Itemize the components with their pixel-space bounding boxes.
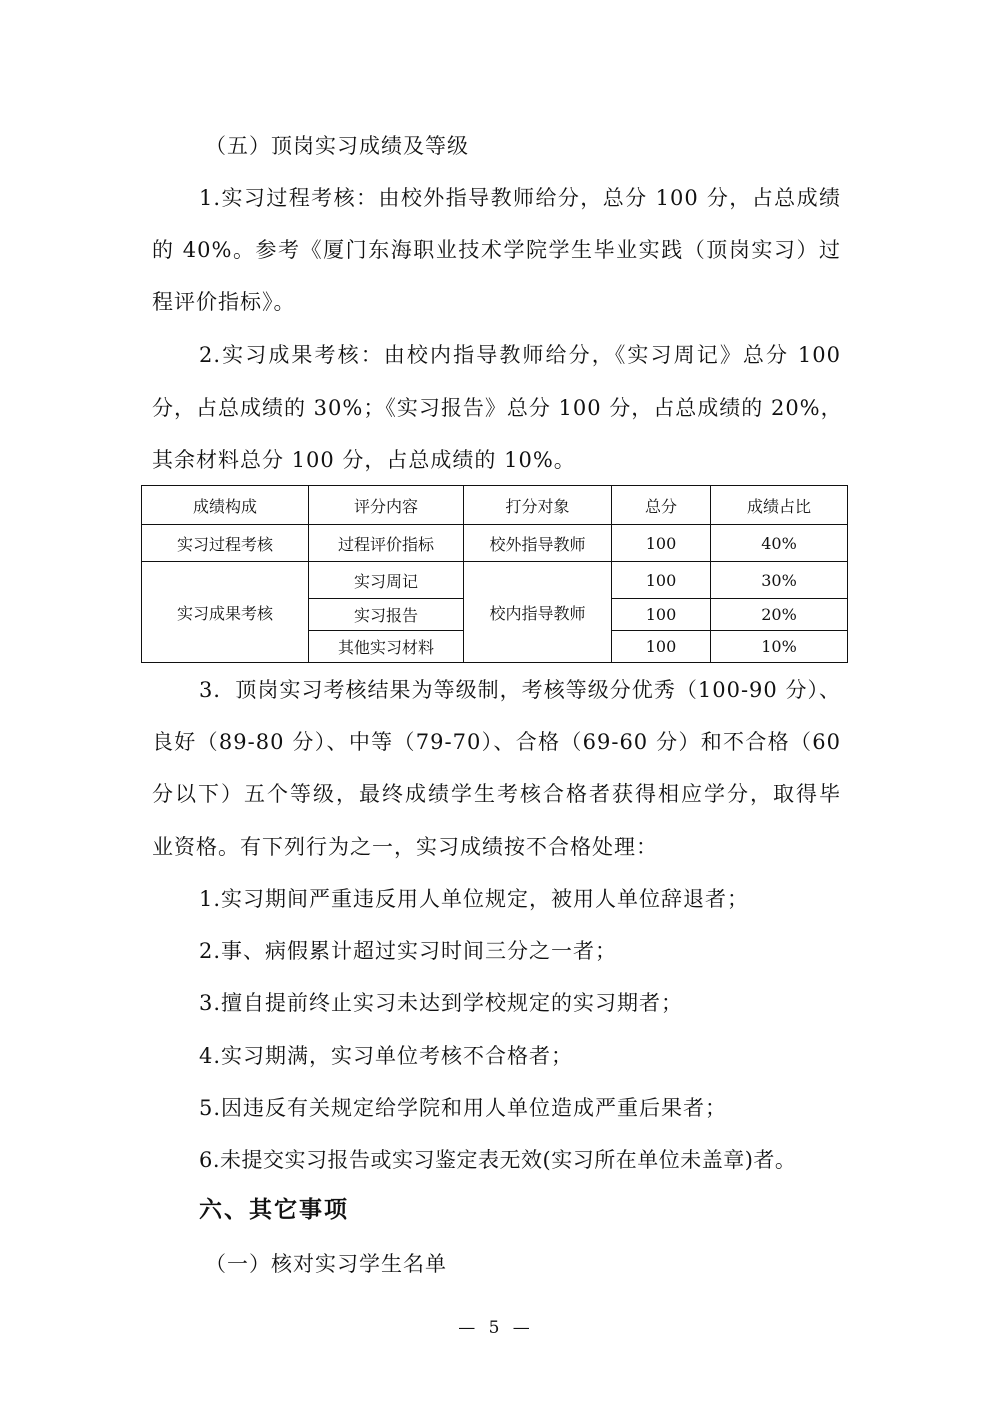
table-cell: 20%	[711, 599, 848, 631]
table-cell: 校内指导教师	[464, 562, 612, 663]
subsection-title: （一）核对实习学生名单	[205, 1252, 447, 1276]
table-header: 成绩构成	[142, 486, 309, 525]
para3-line3: 分以下）五个等级，最终成绩学生考核合格者获得相应学分，取得毕	[152, 782, 841, 806]
para2-line2: 分，占总成绩的 30%；《实习报告》总分 100 分，占总成绩的 20%，	[152, 396, 843, 420]
fail-item: 4.实习期满，实习单位考核不合格者；	[199, 1044, 574, 1068]
fail-item: 2.事、病假累计超过实习时间三分之一者；	[199, 939, 618, 963]
table-row	[142, 562, 848, 599]
para1-line1: 1.实习过程考核：由校外指导教师给分，总分 100 分，占总成绩	[199, 186, 841, 210]
page-number: — 5 —	[458, 1318, 534, 1338]
section-heading: 六、其它事项	[199, 1197, 349, 1223]
table-cell: 实习过程考核	[142, 525, 309, 562]
table-cell: 100	[612, 631, 711, 663]
para1-line3: 程评价指标》。	[152, 290, 296, 314]
fail-item: 1.实习期间严重违反用人单位规定，被用人单位辞退者；	[199, 887, 750, 911]
para2-line3: 其余材料总分 100 分，占总成绩的 10%。	[152, 448, 576, 472]
para1-line2: 的 40%。参考《厦门东海职业技术学院学生毕业实践（顶岗实习）过	[152, 238, 841, 262]
table-cell: 100	[612, 562, 711, 599]
table-header-row	[142, 486, 848, 525]
table-cell: 40%	[711, 525, 848, 562]
table-cell: 校外指导教师	[464, 525, 612, 562]
para3-line2: 良好（89-80 分）、中等（79-70）、合格（69-60 分）和不合格（60	[152, 730, 841, 754]
table-header: 评分内容	[309, 486, 464, 525]
table-cell: 实习成果考核	[142, 562, 309, 663]
fail-item: 5.因违反有关规定给学院和用人单位造成严重后果者；	[199, 1096, 728, 1120]
table-cell: 100	[612, 599, 711, 631]
section-title: （五）顶岗实习成绩及等级	[205, 134, 469, 158]
table-header: 总分	[612, 486, 711, 525]
table-cell: 100	[612, 525, 711, 562]
table-row	[142, 525, 848, 562]
fail-item: 6.未提交实习报告或实习鉴定表无效(实习所在单位未盖章)者。	[199, 1148, 797, 1172]
fail-item: 3.擅自提前终止实习未达到学校规定的实习期者；	[199, 991, 684, 1015]
table-cell: 过程评价指标	[309, 525, 464, 562]
para3-line4: 业资格。有下列行为之一，实习成绩按不合格处理：	[152, 835, 658, 859]
table-cell: 实习报告	[309, 599, 464, 631]
score-table	[141, 485, 848, 663]
table-cell: 10%	[711, 631, 848, 663]
table-cell: 30%	[711, 562, 848, 599]
table-header: 打分对象	[464, 486, 612, 525]
table-cell: 其他实习材料	[309, 631, 464, 663]
table-header: 成绩占比	[711, 486, 848, 525]
para3-line1: 3．顶岗实习考核结果为等级制，考核等级分优秀（100-90 分）、	[199, 678, 841, 702]
table-cell: 实习周记	[309, 562, 464, 599]
para2-line1: 2.实习成果考核：由校内指导教师给分，《实习周记》总分 100	[199, 343, 841, 367]
